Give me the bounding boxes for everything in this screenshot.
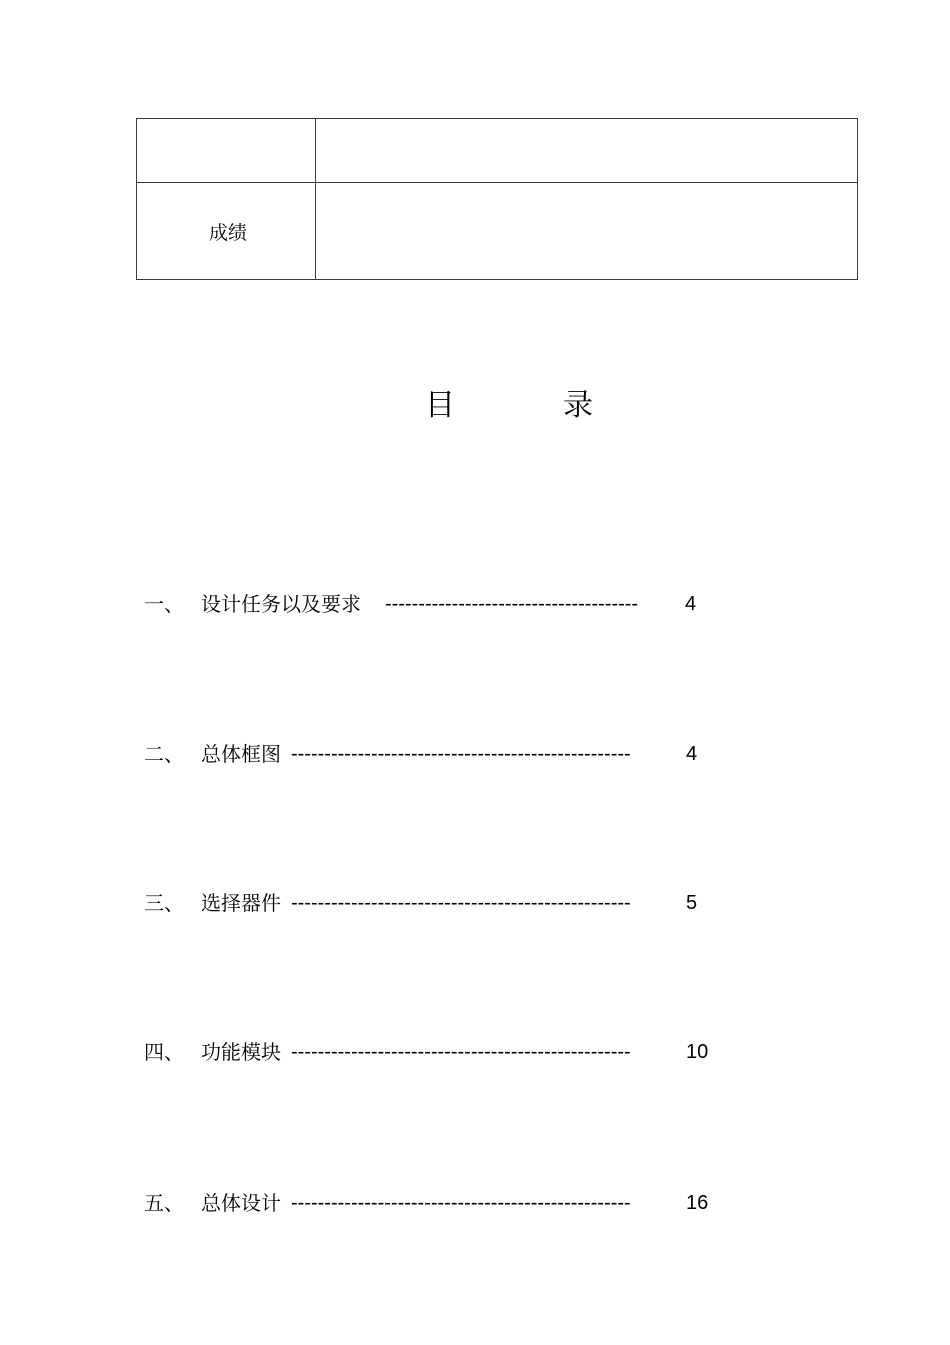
table-row — [137, 119, 858, 183]
toc-entry-number: 四、 — [144, 1040, 184, 1064]
toc-page-number: 4 — [686, 743, 698, 765]
toc-dot-leader: --------------------------------------------------- — [291, 743, 631, 765]
table-label-cell — [137, 119, 316, 183]
toc-entry-title: 总体框图 — [201, 742, 281, 766]
table-value-cell — [316, 119, 858, 183]
toc-dot-leader: --------------------------------------------------- — [291, 892, 631, 914]
grade-table — [136, 118, 858, 280]
toc-entry-title: 选择器件 — [201, 891, 281, 915]
toc-entry-number: 三、 — [144, 891, 184, 915]
toc-entry-title: 设计任务以及要求 — [201, 592, 361, 616]
toc-page-number: 16 — [686, 1192, 709, 1214]
toc-entry-5[interactable] — [144, 1188, 708, 1218]
grade-label: 成绩 — [137, 183, 316, 280]
grade-value-cell — [316, 183, 858, 280]
toc-page-number: 5 — [686, 892, 698, 914]
toc-entry-number: 一、 — [144, 592, 184, 616]
toc-entry-title: 总体设计 — [201, 1191, 281, 1215]
toc-entry-number: 五、 — [144, 1191, 184, 1215]
toc-title — [0, 384, 950, 428]
toc-entry-title: 功能模块 — [201, 1040, 281, 1064]
toc-dot-leader: -------------------------------------- — [385, 593, 639, 615]
toc-entry-number: 二、 — [144, 742, 184, 766]
toc-dot-leader: --------------------------------------------------- — [291, 1192, 631, 1214]
table-row — [137, 183, 858, 280]
toc-entry-2[interactable] — [144, 739, 697, 769]
toc-title-char: 目 — [425, 388, 455, 423]
toc-entry-3[interactable] — [144, 888, 697, 918]
toc-dot-leader: --------------------------------------------------- — [291, 1041, 631, 1063]
toc-entry-1[interactable] — [144, 589, 696, 619]
toc-page-number: 10 — [686, 1041, 709, 1063]
toc-entry-4[interactable] — [144, 1037, 708, 1067]
toc-page-number: 4 — [685, 593, 697, 615]
toc-title-char: 录 — [563, 388, 593, 423]
